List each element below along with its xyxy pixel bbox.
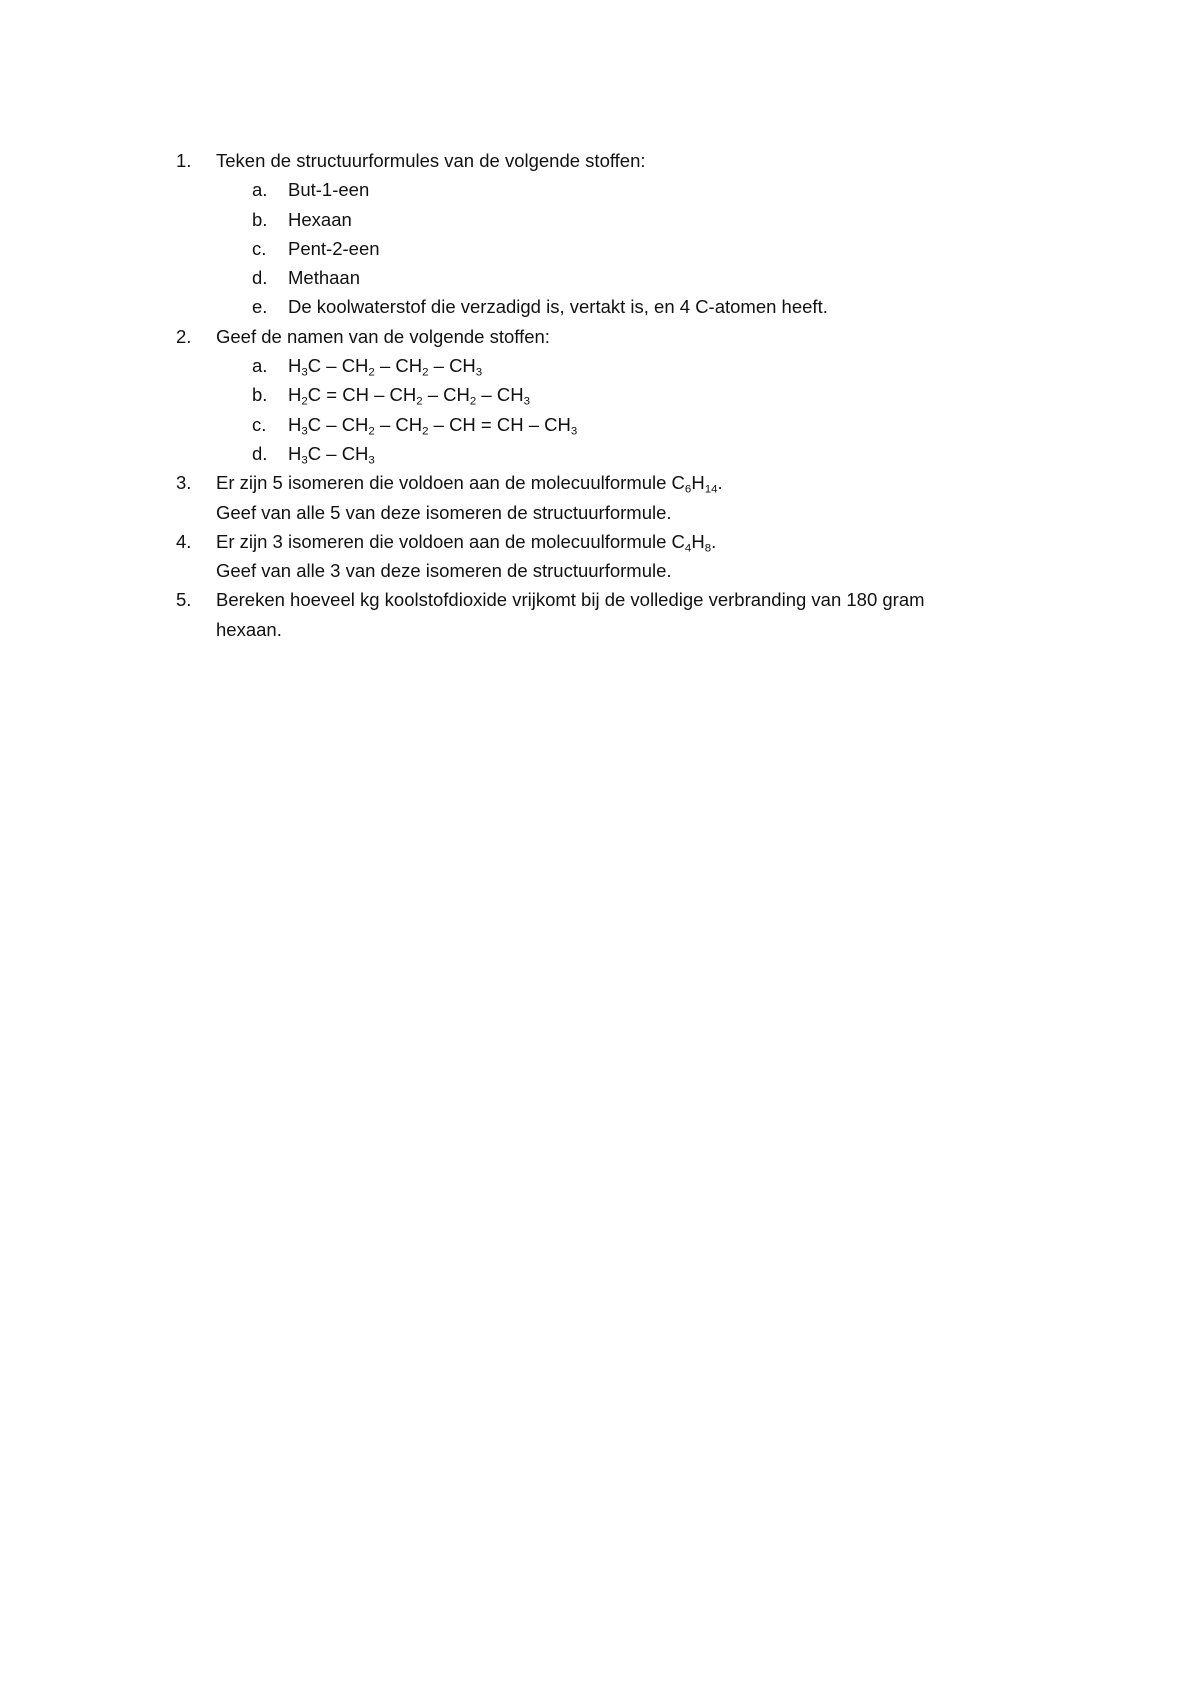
subscript: 3: [523, 395, 530, 408]
sub-question-text: Pent-2-een: [288, 237, 380, 259]
sub-question-2d: [252, 439, 1056, 468]
question-text-line-2: hexaan.: [216, 618, 282, 640]
sub-question-text: Methaan: [288, 267, 360, 289]
question-text-line-1: Bereken hoeveel kg koolstofdioxide vrijkomt bij de volledige verbranding van 180 gram: [216, 589, 925, 611]
subscript: 2: [422, 425, 429, 438]
question-number: 2.: [176, 325, 192, 347]
sub-question-1e: [252, 292, 1056, 321]
subscript: 8: [704, 542, 712, 555]
subscript: 2: [469, 395, 477, 408]
sub-question-letter: b.: [252, 208, 268, 230]
question-text: Teken de structuurformules van de volgende stoffen:: [216, 150, 646, 171]
subscript: 3: [301, 366, 308, 379]
question-text-line-2: Geef van alle 3 van deze isomeren de structuurformule.: [216, 560, 672, 582]
subscript: 6: [684, 483, 692, 496]
question-text-line-1: Er zijn 5 isomeren die voldoen aan de molecuulformule $C_6H_{14}$.: [216, 472, 723, 496]
page-content: [176, 146, 1056, 644]
subscript: 3: [301, 454, 308, 467]
subscript: 2: [416, 395, 423, 408]
sub-question-list: [216, 175, 1056, 321]
question-1: [176, 146, 1056, 322]
subscript: 3: [475, 366, 483, 379]
sub-question-letter: d.: [252, 442, 268, 464]
chemical-formula: $H_3C - CH_2 - CH_2$ – CH = CH – $CH_3$: [288, 413, 578, 438]
sub-question-letter: e.: [252, 296, 268, 318]
sub-question-text: Hexaan: [288, 208, 352, 230]
chemical-formula: $H_2C$ = CH – $CH_2 - CH_2 - CH_3$: [288, 384, 530, 408]
sub-question-letter: c.: [252, 237, 267, 259]
question-text: Geef de namen van de volgende stoffen:: [216, 325, 550, 347]
question-3: [176, 468, 1056, 527]
sub-question-letter: a.: [252, 355, 268, 377]
subscript: 2: [422, 366, 429, 379]
question-number: 3.: [176, 472, 192, 494]
chemical-formula: $H_3C - CH_3$: [288, 442, 375, 467]
sub-question-2b: [252, 380, 1056, 409]
sub-question-letter: d.: [252, 267, 268, 289]
question-5: [176, 585, 1056, 644]
subscript: 3: [570, 425, 578, 438]
chemical-formula: $H_3C - CH_2 - CH_2 - CH_3$: [288, 355, 483, 379]
subscript: 14: [704, 483, 718, 496]
question-number: 4.: [176, 530, 192, 552]
subscript: 4: [684, 542, 692, 555]
sub-question-text: De koolwaterstof die verzadigd is, vertakt is, en 4 C-atomen heeft.: [288, 296, 828, 318]
question-2: [176, 322, 1056, 468]
question-text-line-2: Geef van alle 5 van deze isomeren de structuurformule.: [216, 501, 672, 523]
sub-question-2c: [252, 410, 1056, 439]
sub-question-letter: a.: [252, 179, 268, 201]
subscript: 2: [368, 366, 375, 379]
sub-question-1d: [252, 263, 1056, 292]
sub-question-1c: [252, 234, 1056, 263]
question-list: [176, 146, 1056, 644]
sub-question-letter: b.: [252, 384, 268, 406]
sub-question-letter: c.: [252, 413, 267, 435]
subscript: 3: [301, 425, 308, 438]
subscript: 2: [368, 425, 375, 438]
sub-question-2a: [252, 351, 1056, 380]
subscript: 2: [301, 395, 308, 408]
question-number: 1.: [176, 150, 192, 171]
sub-question-list: [216, 351, 1056, 468]
sub-question-1a: [252, 175, 1056, 204]
question-number: 5.: [176, 589, 192, 611]
subscript: 3: [368, 454, 375, 467]
sub-question-text: But-1-een: [288, 179, 370, 201]
question-4: [176, 527, 1056, 586]
sub-question-1b: [252, 205, 1056, 234]
question-text-line-1: Er zijn 3 isomeren die voldoen aan de molecuulformule $C_4H_8$.: [216, 530, 717, 555]
